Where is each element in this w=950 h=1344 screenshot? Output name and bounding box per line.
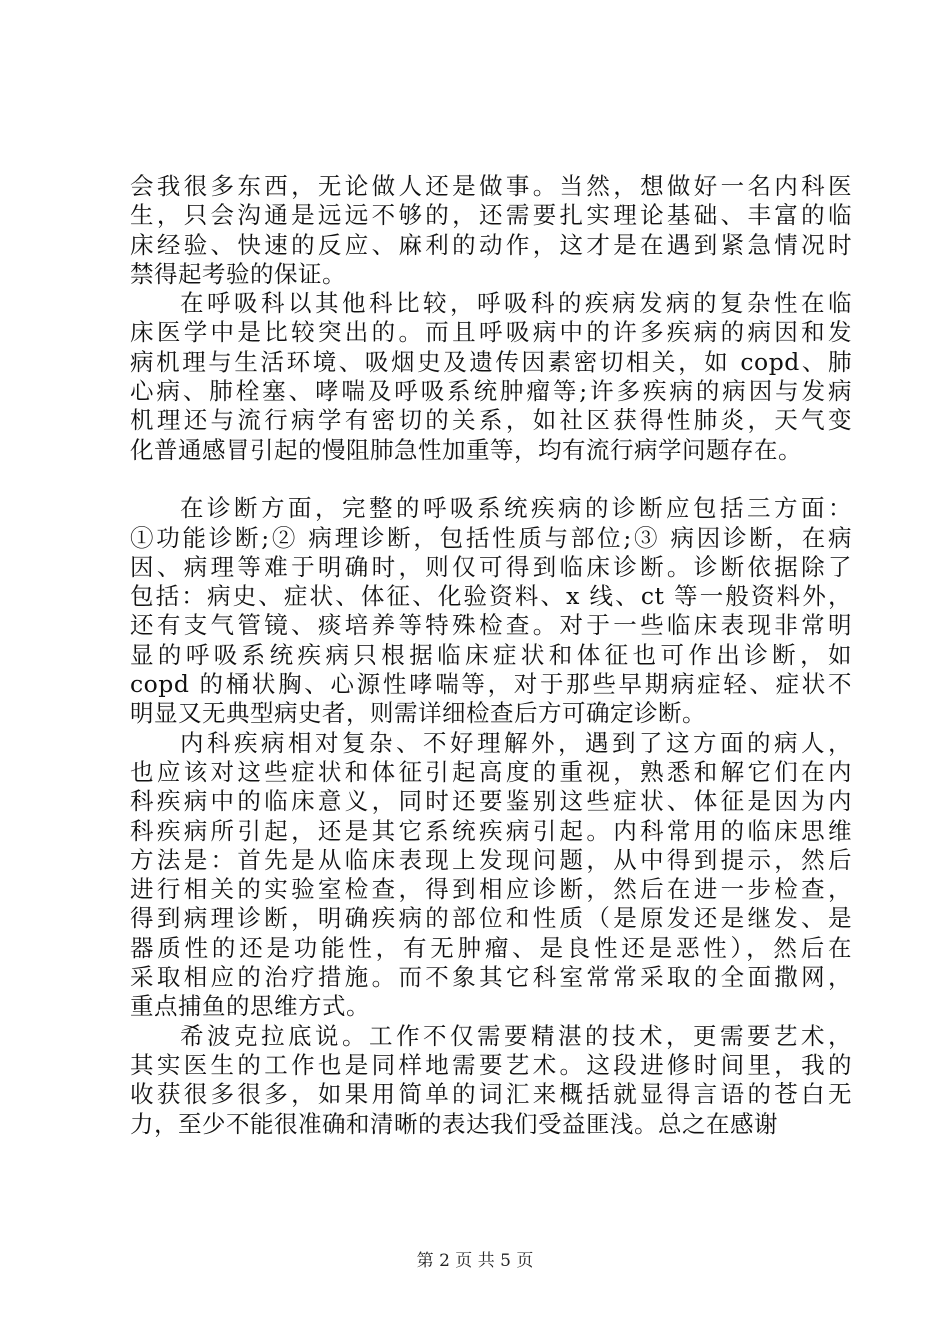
document-body: [130, 172, 852, 1139]
paragraph: [130, 1022, 852, 1139]
text-line: 也应该对这些症状和体征引起高度的重视，熟悉和解它们在内: [130, 757, 852, 786]
text-line: 收获很多很多，如果用简单的词汇来概括就显得言语的苍白无: [130, 1080, 852, 1109]
text-line: 生，只会沟通是远远不够的，还需要扎实理论基础、丰富的临: [130, 201, 852, 230]
text-line: 因、病理等难于明确时，则仅可得到临床诊断。诊断依据除了: [130, 552, 852, 581]
text-line: copd 的桶状胸、心源性哮喘等，对于那些早期病症轻、症状不: [130, 670, 852, 699]
text-line: 进行相关的实验室检查，得到相应诊断，然后在进一步检查，: [130, 875, 852, 904]
text-line: 希波克拉底说。工作不仅需要精湛的技术，更需要艺术，: [180, 1021, 852, 1050]
text-line: 禁得起考验的保证。: [130, 259, 346, 288]
text-line: 在诊断方面，完整的呼吸系统疾病的诊断应包括三方面：: [180, 494, 852, 523]
text-line: 方法是：首先是从临床表现上发现问题，从中得到提示，然后: [130, 845, 852, 874]
text-line: 病机理与生活环境、吸烟史及遗传因素密切相关，如 copd、肺: [130, 347, 852, 376]
text-line: 明显又无典型病史者，则需详细检查后方可确定诊断。: [130, 699, 706, 728]
text-line: 化普通感冒引起的慢阻肺急性加重等，均有流行病学问题存在。: [130, 435, 802, 464]
text-line: 其实医生的工作也是同样地需要艺术。这段进修时间里，我的: [130, 1050, 852, 1079]
text-line: ①功能诊断;② 病理诊断，包括性质与部位;③ 病因诊断，在病: [130, 523, 852, 552]
text-line: 重点捕鱼的思维方式。: [130, 992, 370, 1021]
text-line: 床经验、快速的反应、麻利的动作，这才是在遇到紧急情况时: [130, 230, 852, 259]
text-line: 还有支气管镜、痰培养等特殊检查。对于一些临床表现非常明: [130, 611, 852, 640]
text-line: 心病、肺栓塞、哮喘及呼吸系统肿瘤等;许多疾病的病因与发病: [130, 377, 852, 406]
paragraph: [130, 729, 852, 1022]
text-line: 包括：病史、症状、体征、化验资料、x 线、ct 等一般资料外，: [130, 582, 852, 611]
text-line: 得到病理诊断，明确疾病的部位和性质（是原发还是继发、是: [130, 904, 852, 933]
text-line: 会我很多东西，无论做人还是做事。当然，想做好一名内科医: [130, 172, 852, 200]
text-line: 器质性的还是功能性，有无肿瘤、是良性还是恶性），然后在: [130, 933, 852, 962]
paragraph-gap: [130, 465, 852, 494]
text-line: 力，至少不能很准确和清晰的表达我们受益匪浅。总之在感谢: [130, 1109, 778, 1138]
text-line: 机理还与流行病学有密切的关系，如社区获得性肺炎，天气变: [130, 406, 852, 435]
text-line: 在呼吸科以其他科比较，呼吸科的疾病发病的复杂性在临: [180, 289, 852, 318]
page-footer: 第 2 页 共 5 页: [416, 1251, 534, 1271]
paragraph: [130, 289, 852, 465]
paragraph: [130, 494, 852, 728]
text-line: 床医学中是比较突出的。而且呼吸病中的许多疾病的病因和发: [130, 318, 852, 347]
text-line: 采取相应的治疗措施。而不象其它科室常常采取的全面撒网，: [130, 963, 852, 992]
text-line: 科疾病所引起，还是其它系统疾病引起。内科常用的临床思维: [130, 816, 852, 845]
text-line: 内科疾病相对复杂、不好理解外，遇到了这方面的病人，: [180, 728, 852, 757]
paragraph: [130, 172, 852, 289]
text-line: 显的呼吸系统疾病只根据临床症状和体征也可作出诊断，如: [130, 640, 852, 669]
text-line: 科疾病中的临床意义，同时还要鉴别这些症状、体征是因为内: [130, 787, 852, 816]
